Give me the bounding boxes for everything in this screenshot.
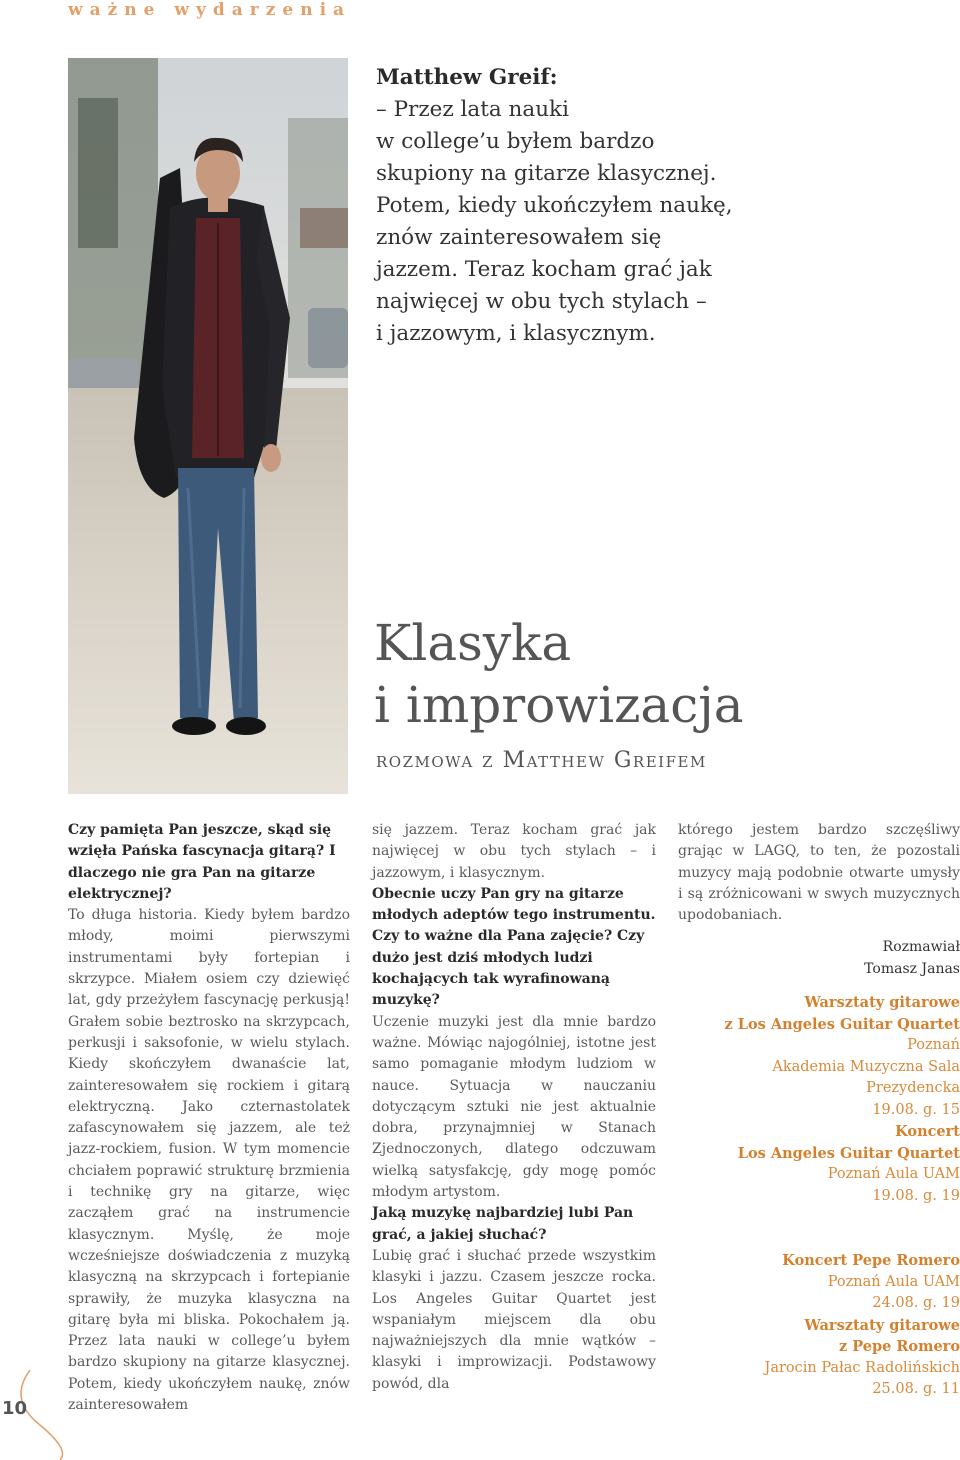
musician-photo <box>68 58 348 794</box>
quote-line: najwięcej w obu tych stylach – <box>376 289 707 314</box>
quote-line: – Przez lata nauki <box>376 97 569 122</box>
interview-question: Obecnie uczy Pan gry na gitarze młodych adeptów tego instrumentu. Czy to ważne dla Pana zajęcie? Czy dużo jest dziś młodych ludzi kochających tak wyrafinowaną muzykę? <box>372 885 656 1009</box>
quote-line: w college’u byłem bardzo <box>376 129 655 154</box>
event-title: Warsztaty gitarowe <box>804 1316 960 1334</box>
page-number: 10 <box>2 1398 28 1419</box>
interview-question: Jaką muzykę najbardziej lubi Pan grać, a jakiej słuchać? <box>372 1205 634 1243</box>
event-title: Koncert Pepe Romero <box>782 1252 960 1269</box>
event-title: Koncert <box>895 1123 960 1140</box>
event-item <box>678 992 960 1121</box>
event-city: Poznań <box>907 1037 960 1053</box>
quote-line: i jazzowym, i klasycznym. <box>376 321 656 346</box>
quote-line: skupiony na gitarze klasycznej. <box>376 161 717 186</box>
event-item <box>678 1121 960 1207</box>
text-column-1 <box>68 820 350 1416</box>
event-item <box>678 1250 960 1315</box>
event-title: z Pepe Romero <box>838 1338 960 1355</box>
event-item <box>678 1315 960 1401</box>
event-title: Los Angeles Guitar Quartet <box>737 1144 960 1162</box>
quote-speaker: Matthew Greif: <box>376 65 558 90</box>
quote-line: znów zainteresowałem się <box>376 225 662 250</box>
interview-answer: się jazzem. Teraz kocham grać jak najwięcej w obu tych stylach – i jazzowym, i klasycznym. <box>372 822 656 881</box>
interview-answer: To długa historia. Kiedy byłem bardzo młody, moimi pierwszymi instrumentami były fortepian i skrzypce. Miałem osiem czy dziewięć lat, gdy przeżyłem fascynację perkusją! Grałem sobie beztrosko na skrzypcach, perkusji i saksofonie, w wielu stylach. Kiedy skończyłem dwanaście lat, zainteresowałem się rockiem i gitarą elektryczną. Jako czternastolatek zafascynowałem się jazzem, ale też jazz-rockiem, fusion. W tym momencie chciałem poprawić strukturę brzmienia i technikę gry na gitarze, więc zacząłem grać na instrumencie klasycznym. Myślę, że moje wcześniejsze doświadczenia z muzyką klasyczną na skrzypcach i fortepianie sprawiły, że muzyka klasyczna na gitarę była mi bliska. Pokochałem ją. Przez lata nauki w college’u byłem bardzo skupiony na gitarze klasycznej. Potem, kiedy ukończyłem naukę, znów zainteresowałem <box>68 907 350 1414</box>
interview-question: Czy pamięta Pan jeszcze, skąd się wzięła Pańska fascynacja gitarą? I dlaczego nie gra Pan na gitarze elektrycznej? <box>68 822 336 902</box>
interview-answer: Uczenie muzyki jest dla mnie bardzo ważne. Mówiąc najogólniej, istotne jest samo pomaganie młodym ludziom w nauce. Sytuacja w nauczaniu dotyczącym sztuki nie jest aktualnie dobra, przynajmniej w Stanach Zjednoczonych, dlatego odczuwam wielką satysfakcję, gdy mogę pomóc młodym artystom. <box>372 1013 656 1201</box>
event-venue: Poznań Aula UAM <box>827 1273 960 1290</box>
photo-illustration <box>68 58 348 794</box>
section-label: ważne wydarzenia <box>68 0 352 20</box>
interview-answer: którego jestem bardzo szczęśliwy grając w LAGQ, to ten, że pozostali muzycy mają podobnie otwarte umysły i są zróżnicowani w swych muzycznych upodobaniach. <box>678 822 960 924</box>
interviewer-name: Tomasz Janas <box>864 960 960 977</box>
interview-answer: Lubię grać i słuchać przede wszystkim klasyki i jazzu. Czasem jeszcze rocka. Los Angeles Guitar Quartet jest wspaniałym miejscem dla obu najważniejszych dla mnie wątków – klasyki i improwizacji. Podstawowy powód, dla <box>372 1247 656 1392</box>
pull-quote <box>376 62 796 350</box>
events-list <box>678 992 960 1401</box>
quote-line: Potem, kiedy ukończyłem naukę, <box>376 193 733 218</box>
event-venue: Jarocin Pałac Radolińskich <box>764 1359 960 1376</box>
text-column-2 <box>372 820 656 1395</box>
event-venue: Akademia Muzyczna Sala Prezydencka <box>772 1058 960 1096</box>
article-title <box>374 612 744 736</box>
text-column-3 <box>678 820 960 980</box>
event-title: z Los Angeles Guitar Quartet <box>724 1015 960 1033</box>
event-date: 19.08. g. 15 <box>872 1101 960 1118</box>
event-venue: Poznań Aula UAM <box>827 1166 960 1182</box>
article-title-line-1: Klasyka <box>374 614 572 672</box>
interviewer-label: Rozmawiał <box>882 939 960 956</box>
article-subtitle: rozmowa z Matthew Greifem <box>376 748 707 773</box>
event-date: 24.08. g. 19 <box>872 1295 960 1311</box>
article-title-line-2: i improwizacja <box>374 676 744 734</box>
event-title: Warsztaty gitarowe <box>804 994 960 1011</box>
event-date: 19.08. g. 19 <box>872 1187 960 1204</box>
event-date: 25.08. g. 11 <box>872 1381 960 1397</box>
quote-line: jazzem. Teraz kocham grać jak <box>376 257 712 282</box>
